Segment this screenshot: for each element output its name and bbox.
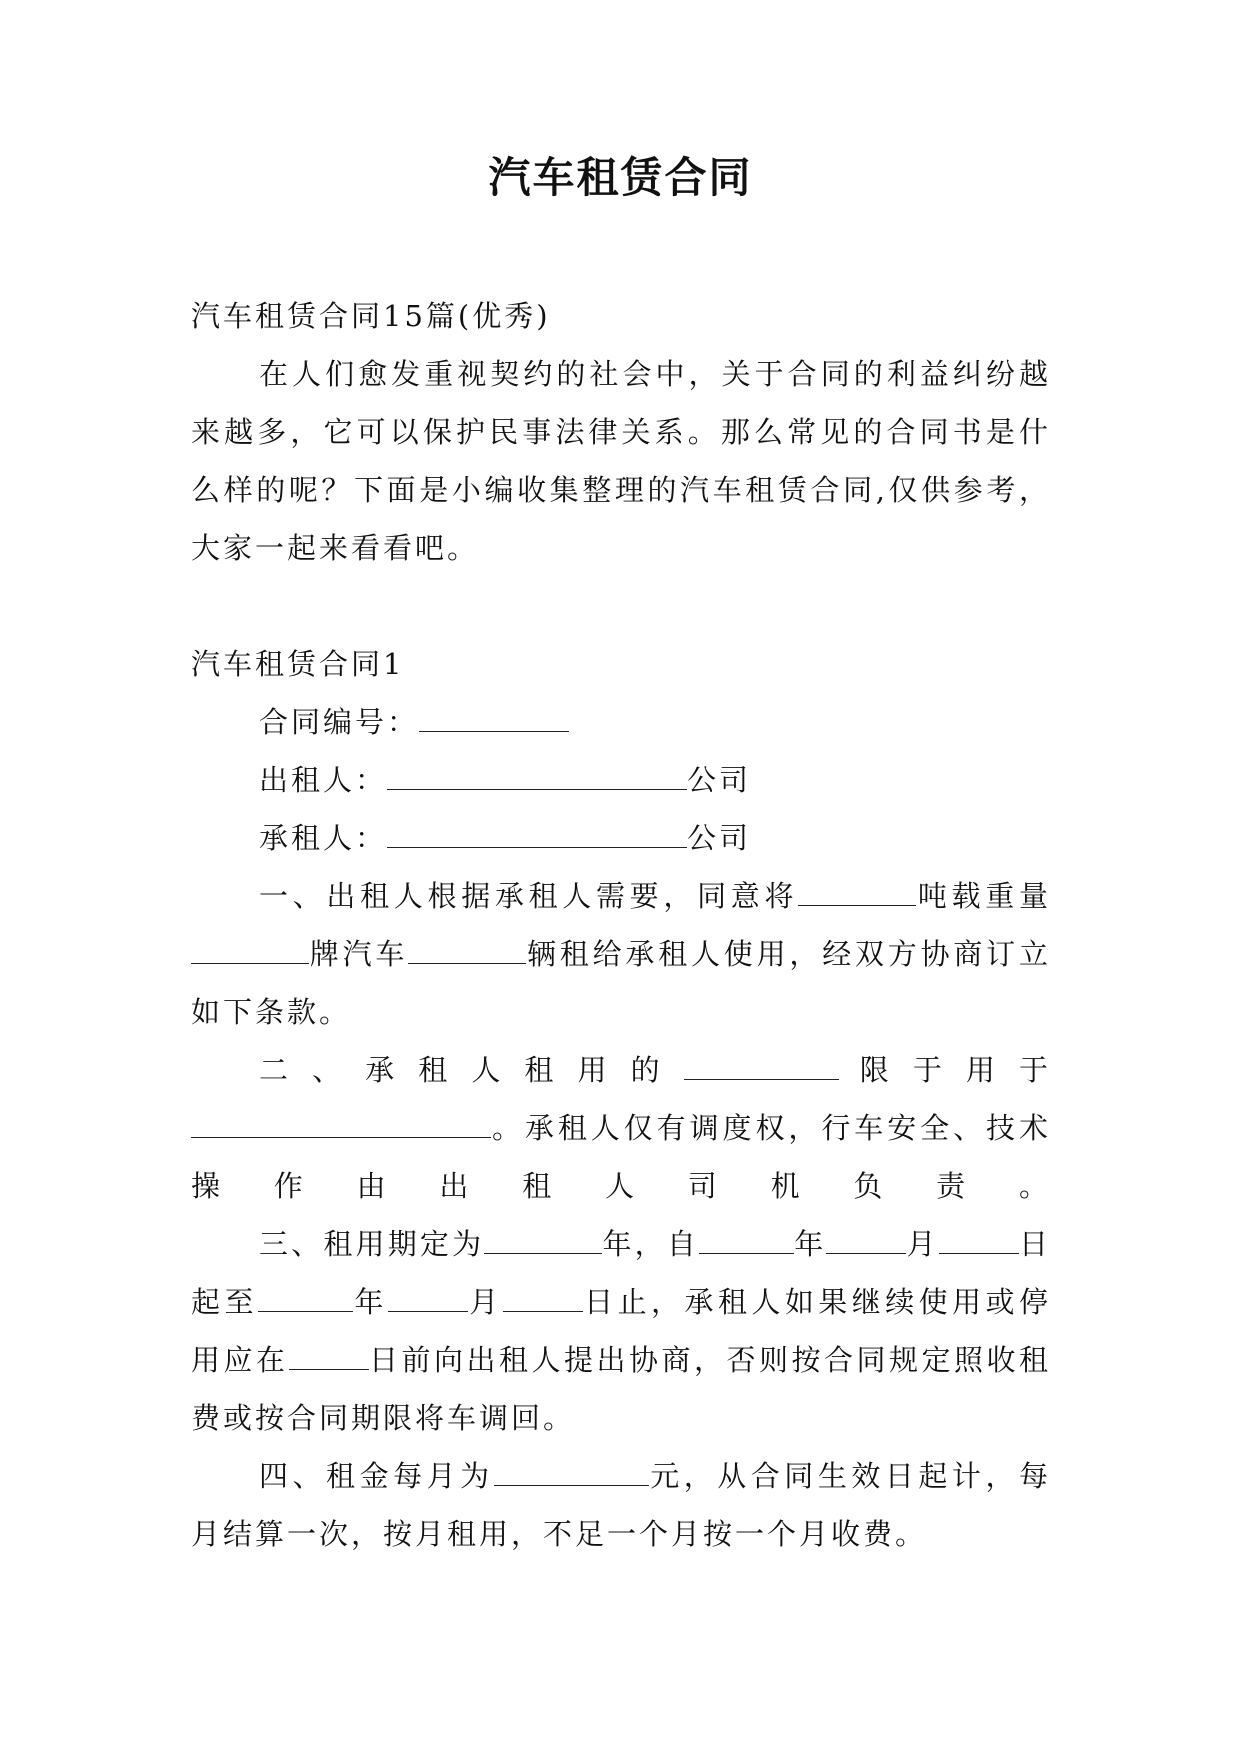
start-month-blank[interactable] — [826, 1227, 906, 1254]
lessor-label: 出租人： — [259, 763, 388, 797]
clause-4 — [191, 1447, 1051, 1563]
lessee-line — [191, 809, 1051, 867]
end-month-blank[interactable] — [388, 1285, 468, 1312]
contract-number-blank[interactable] — [419, 705, 569, 732]
clause-3-text-g: 月 — [467, 1285, 503, 1319]
end-day-blank[interactable] — [503, 1285, 583, 1312]
section-heading: 汽车租赁合同1 — [191, 647, 405, 681]
clause-1-text-c: 牌汽车 — [309, 937, 409, 971]
notice-days-blank[interactable] — [289, 1343, 369, 1370]
clause-1 — [191, 867, 1051, 1041]
document-subtitle: 汽车租赁合同15篇(优秀) — [191, 299, 551, 333]
clause-2-text-b: 限于用于 — [838, 1053, 1051, 1087]
lessor-company-suffix: 公司 — [687, 763, 752, 797]
start-year-blank[interactable] — [699, 1227, 794, 1254]
usage-blank[interactable] — [191, 1111, 491, 1138]
intro-paragraph: 在人们愈发重视契约的社会中，关于合同的利益纠纷越来越多，它可以保护民事法律关系。那么常见的合同书是什么样的呢？下面是小编收集整理的汽车租赁合同,仅供参考，大家一起来看看吧。 — [191, 357, 1051, 565]
document-body — [191, 287, 1051, 1563]
vehicle-blank[interactable] — [684, 1053, 839, 1080]
lessor-blank[interactable] — [387, 763, 687, 790]
tonnage-blank[interactable] — [798, 879, 916, 906]
monthly-rent-blank[interactable] — [494, 1459, 649, 1486]
brand-blank[interactable] — [191, 937, 309, 964]
clause-3-text-i: 日前向出租人提出协商，否则按合同规定照收租费或按合同期限将车调回。 — [191, 1343, 1051, 1435]
lessee-label: 承租人： — [259, 821, 388, 855]
clause-2-text-a: 二、承租人租用的 — [259, 1053, 684, 1087]
clause-3-text-h: 日止，承租人如果继续使用或停用应在 — [191, 1285, 1051, 1377]
clause-3-text-c: 年 — [794, 1227, 827, 1261]
lessor-line — [191, 751, 1051, 809]
clause-1-text-a: 一、出租人根据承租人需要，同意将 — [259, 879, 799, 913]
clause-3-text-d: 月 — [906, 1227, 939, 1261]
contract-number-line — [191, 693, 1051, 751]
clause-3-text-f: 年 — [352, 1285, 388, 1319]
clause-3-text-a: 三、租用期定为 — [259, 1227, 485, 1261]
contract-number-label: 合同编号： — [259, 705, 420, 739]
term-years-blank[interactable] — [484, 1227, 602, 1254]
document-title: 汽车租赁合同 — [488, 153, 753, 202]
clause-3 — [191, 1215, 1051, 1447]
clause-1-text-d: 辆租给承租人使用，经双方协商订立如下条款。 — [191, 937, 1051, 1029]
lessee-blank[interactable] — [387, 821, 687, 848]
clause-4-text-a: 四、租金每月为 — [259, 1459, 494, 1493]
start-day-blank[interactable] — [939, 1227, 1019, 1254]
vehicle-count-blank[interactable] — [408, 937, 526, 964]
clause-3-text-b: 年，自 — [602, 1227, 700, 1261]
clause-1-text-b: 吨载重量 — [916, 879, 1051, 913]
clause-2 — [191, 1041, 1051, 1215]
spacer — [191, 577, 1051, 635]
clause-2-text-c: 。承租人仅有调度权，行车安全、技术操作由出租人司机负责。 — [191, 1111, 1051, 1203]
end-year-blank[interactable] — [258, 1285, 353, 1312]
clause-4-text-b: 元，从合同生效日起计，每月结算一次，按月租用，不足一个月按一个月收费。 — [191, 1459, 1051, 1551]
lessee-company-suffix: 公司 — [687, 821, 752, 855]
clause-3-text-e: 日起至 — [191, 1227, 1051, 1319]
